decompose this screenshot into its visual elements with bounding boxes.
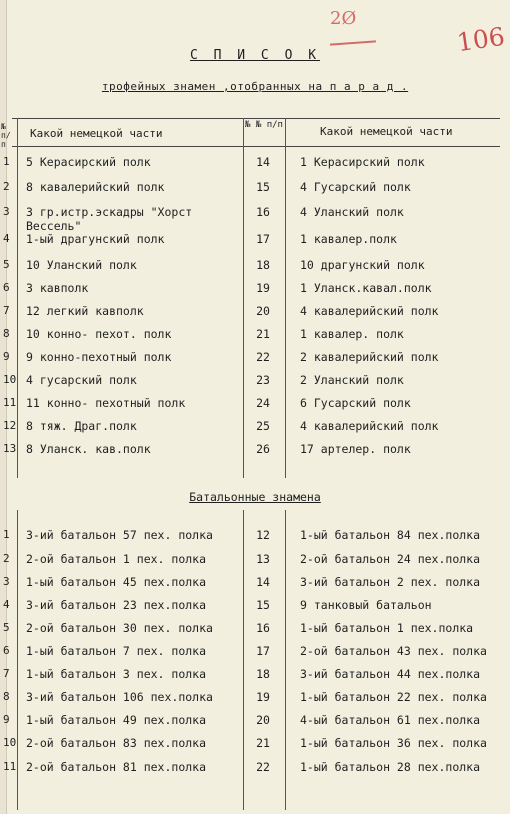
cell-ln: 3 bbox=[3, 205, 10, 218]
cell-ln: 11 bbox=[3, 396, 17, 409]
cell-lt: 1-ый батальон 49 пех.полка bbox=[26, 713, 207, 727]
table-row bbox=[0, 396, 510, 418]
table-row bbox=[0, 419, 510, 441]
number-header: № № п/п bbox=[245, 120, 283, 130]
cell-rt: 3-ий батальон 2 пех. полка bbox=[300, 575, 481, 589]
table-row bbox=[0, 180, 510, 202]
cell-rt: 4-ый батальон 61 пех.полка bbox=[300, 713, 481, 727]
cell-rt: 1 Керасирский полк bbox=[300, 155, 425, 169]
table-row bbox=[0, 621, 510, 643]
cell-rt: 6 Гусарский полк bbox=[300, 396, 411, 410]
cell-lt: 2-ой батальон 30 пех. полка bbox=[26, 621, 213, 635]
section-title: Батальонные знамена bbox=[189, 490, 321, 504]
cell-ln: 2 bbox=[3, 180, 10, 193]
cell-rn: 14 bbox=[256, 155, 270, 169]
left-number-header: № п/п bbox=[1, 122, 11, 149]
cell-ln: 11 bbox=[3, 760, 17, 773]
table-top-rule bbox=[12, 118, 500, 119]
cell-lt: 8 тяж. Драг.полк bbox=[26, 419, 137, 433]
table-row bbox=[0, 258, 510, 280]
cell-ln: 8 bbox=[3, 690, 10, 703]
table-row bbox=[0, 736, 510, 758]
cell-lt: 1-ый батальон 7 пех. полка bbox=[26, 644, 207, 658]
table-row bbox=[0, 442, 510, 464]
cell-rn: 18 bbox=[256, 667, 270, 681]
cell-lt: 1-ый батальон 45 пех.полка bbox=[26, 575, 207, 589]
cell-lt: 11 конно- пехотный полк bbox=[26, 396, 186, 410]
table-row bbox=[0, 598, 510, 620]
cell-lt: 3-ий батальон 23 пех.полка bbox=[26, 598, 207, 612]
table-row bbox=[0, 205, 510, 233]
cell-rn: 26 bbox=[256, 442, 270, 456]
cell-lt: 1-ый батальон 3 пех. полка bbox=[26, 667, 207, 681]
cell-rt: 1 Уланск.кавал.полк bbox=[300, 281, 432, 295]
document-subtitle: трофейных знамен ,отобранных на п а р а д . bbox=[101, 80, 409, 93]
cell-ln: 9 bbox=[3, 350, 10, 363]
table-row bbox=[0, 232, 510, 254]
cell-rn: 15 bbox=[256, 180, 270, 194]
cell-ln: 10 bbox=[3, 373, 17, 386]
cell-ln: 6 bbox=[3, 644, 10, 657]
cell-ln: 5 bbox=[3, 258, 10, 271]
cell-ln: 13 bbox=[3, 442, 17, 455]
table-row bbox=[0, 304, 510, 326]
cell-rt: 17 артелер. полк bbox=[300, 442, 411, 456]
cell-ln: 7 bbox=[3, 667, 10, 680]
cell-rn: 12 bbox=[256, 528, 270, 542]
cell-rn: 17 bbox=[256, 644, 270, 658]
cell-rt: 1 кавалер. полк bbox=[300, 327, 404, 341]
cell-rn: 22 bbox=[256, 760, 270, 774]
cell-rt: 2-ой батальон 43 пех. полка bbox=[300, 644, 487, 658]
cell-rn: 21 bbox=[256, 736, 270, 750]
cell-rt: 9 танковый батальон bbox=[300, 598, 432, 612]
cell-rt: 1 кавалер.полк bbox=[300, 232, 397, 246]
cell-rn: 21 bbox=[256, 327, 270, 341]
cell-rn: 16 bbox=[256, 205, 270, 219]
cell-rt: 4 кавалерийский полк bbox=[300, 304, 439, 318]
cell-rt: 4 Гусарский полк bbox=[300, 180, 411, 194]
table-row bbox=[0, 760, 510, 782]
pencil-mark bbox=[330, 8, 390, 48]
cell-rn: 18 bbox=[256, 258, 270, 272]
page-number-mark: 106 bbox=[455, 21, 507, 58]
table-row bbox=[0, 690, 510, 712]
cell-rn: 20 bbox=[256, 304, 270, 318]
cell-ln: 1 bbox=[3, 528, 10, 541]
cell-ln: 3 bbox=[3, 575, 10, 588]
cell-rt: 2 кавалерийский полк bbox=[300, 350, 439, 364]
table-row bbox=[0, 667, 510, 689]
table-row bbox=[0, 552, 510, 574]
cell-ln: 1 bbox=[3, 155, 10, 168]
cell-lt: 12 легкий кавполк bbox=[26, 304, 144, 318]
cell-ln: 2 bbox=[3, 552, 10, 565]
cell-rt: 4 Уланский полк bbox=[300, 205, 404, 219]
cell-rt: 3-ий батальон 44 пех.полка bbox=[300, 667, 481, 681]
cell-ln: 4 bbox=[3, 598, 10, 611]
cell-lt: 1-ый драгунский полк bbox=[26, 232, 165, 246]
cell-rt: 1-ый батальон 22 пех. полка bbox=[300, 690, 487, 704]
cell-rn: 15 bbox=[256, 598, 270, 612]
cell-lt: 2-ой батальон 81 пех.полка bbox=[26, 760, 207, 774]
cell-rn: 16 bbox=[256, 621, 270, 635]
right-unit-header: Какой немецкой части bbox=[320, 125, 453, 138]
cell-lt: 4 гусарский полк bbox=[26, 373, 137, 387]
document-title: С П И С О К bbox=[189, 48, 321, 63]
cell-lt: 10 конно- пехот. полк bbox=[26, 327, 172, 341]
cell-rt: 4 кавалерийский полк bbox=[300, 419, 439, 433]
table-row bbox=[0, 644, 510, 666]
cell-ln: 12 bbox=[3, 419, 17, 432]
cell-ln: 7 bbox=[3, 304, 10, 317]
cell-lt: 3-ий батальон 57 пех. полка bbox=[26, 528, 213, 542]
cell-rn: 22 bbox=[256, 350, 270, 364]
cell-ln: 10 bbox=[3, 736, 17, 749]
cell-rn: 13 bbox=[256, 552, 270, 566]
cell-lt: 10 Уланский полк bbox=[26, 258, 137, 272]
cell-lt: 8 кавалерийский полк bbox=[26, 180, 165, 194]
cell-lt: 2-ой батальон 83 пех.полка bbox=[26, 736, 207, 750]
cell-rt: 2 Уланский полк bbox=[300, 373, 404, 387]
cell-rn: 23 bbox=[256, 373, 270, 387]
table-row bbox=[0, 327, 510, 349]
cell-rn: 20 bbox=[256, 713, 270, 727]
cell-rn: 25 bbox=[256, 419, 270, 433]
table-row bbox=[0, 528, 510, 550]
table-row bbox=[0, 350, 510, 372]
cell-ln: 4 bbox=[3, 232, 10, 245]
table-row bbox=[0, 155, 510, 177]
pencil-mark-text: 2Ø bbox=[330, 8, 357, 29]
cell-rn: 19 bbox=[256, 281, 270, 295]
cell-lt: 2-ой батальон 1 пех. полка bbox=[26, 552, 207, 566]
cell-lt: 3 гр.истр.эскадры "Хорст Вессель" bbox=[26, 205, 193, 233]
cell-rt: 1-ый батальон 28 пех.полка bbox=[300, 760, 481, 774]
table-row bbox=[0, 281, 510, 303]
cell-lt: 8 Уланск. кав.полк bbox=[26, 442, 151, 456]
cell-rt: 2-ой батальон 24 пех.полка bbox=[300, 552, 481, 566]
table-row bbox=[0, 575, 510, 597]
cell-rn: 24 bbox=[256, 396, 270, 410]
cell-ln: 6 bbox=[3, 281, 10, 294]
cell-lt: 3 кавполк bbox=[26, 281, 89, 295]
cell-rn: 17 bbox=[256, 232, 270, 246]
cell-rt: 1-ый батальон 84 пех.полка bbox=[300, 528, 481, 542]
cell-rt: 10 драгунский полк bbox=[300, 258, 425, 272]
cell-rt: 1-ый батальон 1 пех.полка bbox=[300, 621, 474, 635]
cell-ln: 9 bbox=[3, 713, 10, 726]
table-row bbox=[0, 373, 510, 395]
table-header-rule bbox=[12, 146, 500, 147]
table-row bbox=[0, 713, 510, 735]
cell-rn: 19 bbox=[256, 690, 270, 704]
cell-ln: 8 bbox=[3, 327, 10, 340]
cell-rt: 1-ый батальон 36 пех. полка bbox=[300, 736, 487, 750]
left-unit-header: Какой немецкой части bbox=[30, 127, 163, 140]
cell-lt: 5 Керасирский полк bbox=[26, 155, 151, 169]
cell-lt: 3-ий батальон 106 пех.полка bbox=[26, 690, 213, 704]
cell-rn: 14 bbox=[256, 575, 270, 589]
cell-ln: 5 bbox=[3, 621, 10, 634]
cell-lt: 9 конно-пехотный полк bbox=[26, 350, 172, 364]
